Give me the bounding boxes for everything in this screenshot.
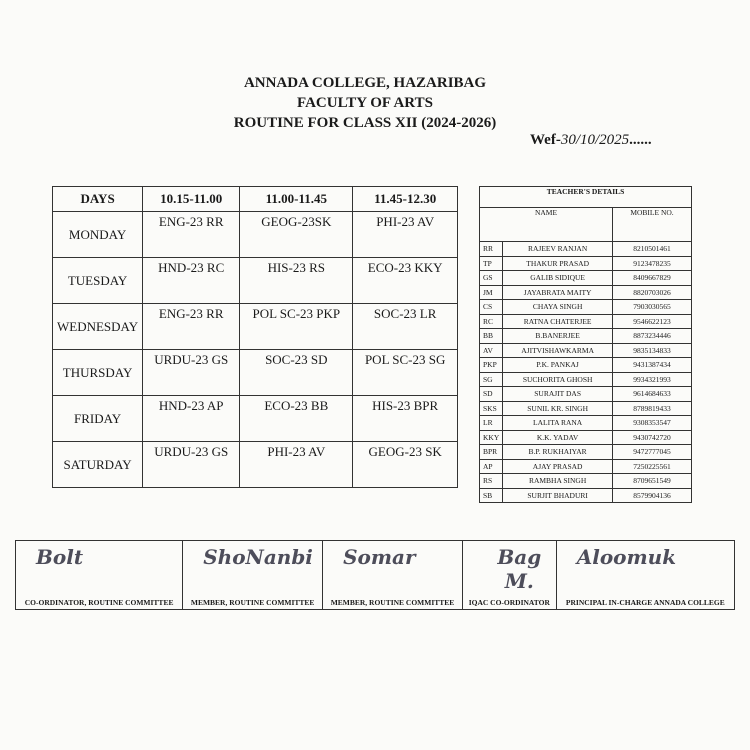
period-cell: SOC-23 LR — [353, 304, 458, 350]
column-header: 11.45-12.30 — [353, 187, 458, 212]
college-name: ANNADA COLLEGE, HAZARIBAG — [243, 75, 487, 91]
teacher-mobile: 8820703026 — [613, 285, 692, 300]
teacher-code: BPR — [480, 445, 503, 460]
teacher-row — [480, 242, 692, 257]
column-header: 11.00-11.45 — [240, 187, 353, 212]
period-cell: HND-23 AP — [143, 396, 240, 442]
teacher-row — [480, 459, 692, 474]
teacher-code: BB — [480, 329, 503, 344]
teacher-code: CS — [480, 300, 503, 315]
teacher-name: AJITVISHAWKARMA — [503, 343, 613, 358]
day-label: THURSDAY — [53, 350, 143, 396]
teacher-row — [480, 343, 692, 358]
teacher-mobile: 9546622123 — [613, 314, 692, 329]
routine-row — [53, 258, 458, 304]
routine-header-row — [53, 187, 458, 212]
routine-table — [52, 186, 458, 488]
teacher-details-table — [479, 186, 692, 503]
teacher-row — [480, 300, 692, 315]
teacher-code: RS — [480, 474, 503, 489]
routine-row — [53, 304, 458, 350]
teacher-code: SB — [480, 488, 503, 503]
teacher-code: AP — [480, 459, 503, 474]
teacher-code: JM — [480, 285, 503, 300]
period-cell: ENG-23 RR — [143, 212, 240, 258]
teacher-name: SURJIT BHADURI — [503, 488, 613, 503]
period-cell: POL SC-23 SG — [353, 350, 458, 396]
name-header: NAME — [480, 208, 613, 242]
teacher-code: GS — [480, 271, 503, 286]
teacher-name: B.BANERJEE — [503, 329, 613, 344]
handwritten-signature: Bag M. — [497, 545, 542, 593]
period-cell: PHI-23 AV — [240, 442, 353, 488]
routine-row — [53, 212, 458, 258]
teacher-mobile: 8409667829 — [613, 271, 692, 286]
period-cell: URDU-23 GS — [143, 442, 240, 488]
teacher-row — [480, 401, 692, 416]
routine-title: ROUTINE FOR CLASS XII (2024-2026) — [233, 115, 497, 131]
column-header: DAYS — [53, 187, 143, 212]
teacher-mobile: 9431387434 — [613, 358, 692, 373]
teacher-mobile: 9835134833 — [613, 343, 692, 358]
teacher-code: LR — [480, 416, 503, 431]
teacher-row — [480, 488, 692, 503]
signature-block — [15, 540, 735, 610]
routine-row — [53, 442, 458, 488]
teacher-code: PKP — [480, 358, 503, 373]
teacher-name: GALIB SIDIQUE — [503, 271, 613, 286]
mobile-header: MOBILE NO. — [613, 208, 692, 242]
period-cell: ENG-23 RR — [143, 304, 240, 350]
teacher-name: P.K. PANKAJ — [503, 358, 613, 373]
period-cell: PHI-23 AV — [353, 212, 458, 258]
teacher-row — [480, 285, 692, 300]
teacher-name: CHAYA SINGH — [503, 300, 613, 315]
teacher-code: RR — [480, 242, 503, 257]
period-cell: HND-23 RC — [143, 258, 240, 304]
teacher-mobile: 9308353547 — [613, 416, 692, 431]
period-cell: HIS-23 RS — [240, 258, 353, 304]
day-label: WEDNESDAY — [53, 304, 143, 350]
teacher-name: AJAY PRASAD — [503, 459, 613, 474]
teacher-row — [480, 329, 692, 344]
teacher-name: RAJEEV RANJAN — [503, 242, 613, 257]
signature-cell — [16, 541, 183, 610]
teacher-code: AV — [480, 343, 503, 358]
signature-cell — [462, 541, 556, 610]
period-cell: ECO-23 BB — [240, 396, 353, 442]
signature-label: CO-ORDINATOR, ROUTINE COMMITTEE — [24, 598, 174, 607]
teacher-mobile: 8709651549 — [613, 474, 692, 489]
signature-label: PRINCIPAL IN-CHARGE ANNADA COLLEGE — [565, 598, 725, 607]
column-header: 10.15-11.00 — [143, 187, 240, 212]
day-label: MONDAY — [53, 212, 143, 258]
teacher-mobile: 8579904136 — [613, 488, 692, 503]
signature-cell — [323, 541, 463, 610]
day-label: TUESDAY — [53, 258, 143, 304]
teacher-name: B.P. RUKHAIYAR — [503, 445, 613, 460]
teacher-mobile: 9430742720 — [613, 430, 692, 445]
teacher-row — [480, 474, 692, 489]
teacher-mobile: 8873234446 — [613, 329, 692, 344]
teacher-mobile: 9123478235 — [613, 256, 692, 271]
teacher-code: SD — [480, 387, 503, 402]
signature-label: MEMBER, ROUTINE COMMITTEE — [190, 598, 315, 607]
teacher-row — [480, 372, 692, 387]
signature-label: MEMBER, ROUTINE COMMITTEE — [330, 598, 455, 607]
teacher-row — [480, 430, 692, 445]
teacher-mobile: 9934321993 — [613, 372, 692, 387]
teacher-row — [480, 358, 692, 373]
teacher-row — [480, 314, 692, 329]
teachers-title: TEACHER'S DETAILS — [480, 187, 692, 208]
teacher-mobile: 8789819433 — [613, 401, 692, 416]
period-cell: HIS-23 BPR — [353, 396, 458, 442]
handwritten-signature: Aloomuk — [576, 545, 677, 569]
signature-label: IQAC CO-ORDINATOR — [468, 598, 550, 607]
period-cell: POL SC-23 PKP — [240, 304, 353, 350]
day-label: SATURDAY — [53, 442, 143, 488]
routine-row — [53, 396, 458, 442]
teacher-name: K.K. YADAV — [503, 430, 613, 445]
teacher-name: SUCHORITA GHOSH — [503, 372, 613, 387]
teacher-row — [480, 271, 692, 286]
teacher-mobile: 8210501461 — [613, 242, 692, 257]
period-cell: GEOG-23 SK — [353, 442, 458, 488]
handwritten-signature: ShoNanbi — [203, 545, 313, 569]
teacher-mobile: 9614684633 — [613, 387, 692, 402]
wef-date: Wef-30/10/2025...... — [530, 132, 652, 148]
handwritten-signature: Somar — [343, 545, 416, 569]
teacher-code: SG — [480, 372, 503, 387]
teacher-code: KKY — [480, 430, 503, 445]
teacher-mobile: 9472777045 — [613, 445, 692, 460]
teacher-row — [480, 445, 692, 460]
teacher-name: RATNA CHATERJEE — [503, 314, 613, 329]
teacher-code: TP — [480, 256, 503, 271]
teacher-mobile: 7250225561 — [613, 459, 692, 474]
teacher-name: THAKUR PRASAD — [503, 256, 613, 271]
teacher-name: JAYABRATA MAITY — [503, 285, 613, 300]
period-cell: GEOG-23SK — [240, 212, 353, 258]
routine-row — [53, 350, 458, 396]
day-label: FRIDAY — [53, 396, 143, 442]
teacher-row — [480, 256, 692, 271]
period-cell: ECO-23 KKY — [353, 258, 458, 304]
teacher-name: RAMBHA SINGH — [503, 474, 613, 489]
handwritten-signature: Bolt — [36, 545, 84, 569]
teacher-code: SKS — [480, 401, 503, 416]
teacher-name: LALITA RANA — [503, 416, 613, 431]
signature-cell — [556, 541, 734, 610]
teacher-mobile: 7903030565 — [613, 300, 692, 315]
teacher-row — [480, 387, 692, 402]
teacher-name: SUNIL KR. SINGH — [503, 401, 613, 416]
teacher-code: RC — [480, 314, 503, 329]
teacher-name: SURAJIT DAS — [503, 387, 613, 402]
teacher-row — [480, 416, 692, 431]
faculty-name: FACULTY OF ARTS — [297, 95, 433, 111]
period-cell: SOC-23 SD — [240, 350, 353, 396]
period-cell: URDU-23 GS — [143, 350, 240, 396]
signature-cell — [183, 541, 323, 610]
